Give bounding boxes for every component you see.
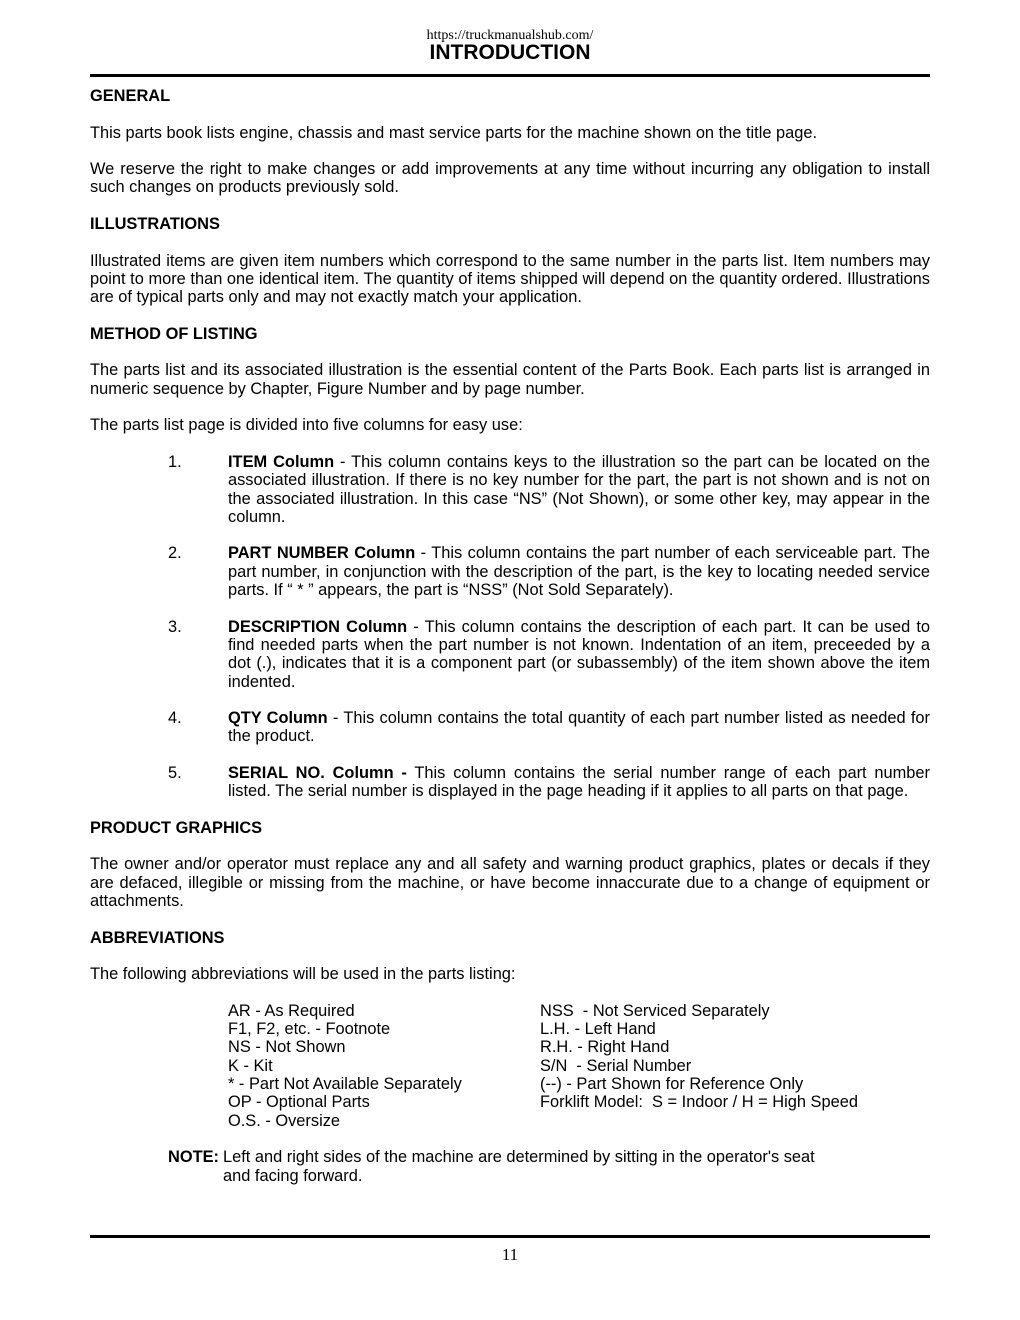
illustrations-heading: ILLUSTRATIONS (90, 215, 220, 234)
list-item-qty-column (90, 709, 930, 746)
list-body (228, 618, 930, 691)
general-paragraph-2: We reserve the right to make changes or add improvements at any time without incurring any obligation to install such changes on products previously sold. (90, 160, 930, 197)
list-text: - This column contains the part number of each serviceable part. The part number, in conjunction with the description of the part, is the key to locating needed service parts. If “ * ” appears, the part is “NSS” (Not Sold Separately). (228, 544, 930, 600)
list-label: ITEM Column (228, 452, 335, 471)
footer-rule (90, 1235, 930, 1238)
general-heading: GENERAL (90, 87, 171, 105)
list-text: - This column contains the description of each part. It can be used to find needed parts when the part number is not known. Indentation of an item, preceeded by a dot (.), indicates that it is a component part (or subassembly) of the item shown above the item indented. (228, 617, 930, 691)
source-url: https://truckmanualshub.com/ (426, 28, 594, 43)
list-number: 2. (168, 544, 182, 563)
abbreviation-entry: (--) - Part Shown for Reference Only (540, 1075, 804, 1094)
abbreviation-entry: * - Part Not Available Separately (228, 1075, 462, 1094)
abbreviations-intro: The following abbreviations will be used in the parts listing: (90, 965, 516, 984)
list-item-description-column (90, 618, 930, 691)
abbreviation-entry: K - Kit (228, 1056, 273, 1075)
list-body (228, 544, 930, 599)
abbreviation-entry: OP - Optional Parts (228, 1093, 370, 1112)
illustrations-paragraph: Illustrated items are given item numbers which correspond to the same number in the parts list. Item numbers may point to more than one identical item. The quantity of items shipped will depend on the quantity ordered. Illustrations are of typical parts only and may not exactly match your application. (90, 251, 930, 307)
list-item-serial-no-column (90, 764, 930, 801)
list-label: DESCRIPTION Column (228, 617, 408, 636)
list-number: 4. (168, 709, 182, 728)
abbreviation-entry: F1, F2, etc. - Footnote (228, 1020, 391, 1039)
abbreviation-entry: R.H. - Right Hand (540, 1038, 670, 1057)
product-graphics-paragraph: The owner and/or operator must replace any and all safety and warning product graphics, plates or decals if they are defaced, illegible or missing from the machine, or have become innaccurate due to a change of equipment or attachments. (90, 855, 930, 911)
method-heading: METHOD OF LISTING (90, 324, 258, 343)
list-label: PART NUMBER Column (228, 544, 416, 563)
list-body (228, 453, 930, 526)
note (90, 1148, 930, 1185)
header-rule (90, 74, 930, 77)
abbreviation-entry: NSS - Not Serviced Separately (540, 1001, 770, 1020)
method-paragraph-1: The parts list and its associated illustration is the essential content of the Parts Book. Each parts list is arranged in numeric sequence by Chapter, Figure Number and by page number. (90, 361, 930, 398)
list-text: - This column contains the total quantity of each part number listed as needed for the product. (228, 709, 931, 746)
abbreviations-table (90, 1002, 930, 1130)
list-label: QTY Column (228, 709, 328, 728)
abbreviation-entry: NS - Not Shown (228, 1038, 346, 1057)
abbreviation-entry: Forklift Model: S = Indoor / H = High Speed (540, 1093, 858, 1112)
abbreviation-entry: S/N - Serial Number (540, 1056, 692, 1075)
abbreviations-column-right (540, 1002, 930, 1130)
abbreviation-entry: L.H. - Left Hand (540, 1020, 656, 1039)
list-text: This column contains the serial number range of each part number listed. The serial number is displayed in the page heading if it applies to all parts on that page. (228, 763, 930, 801)
page-number: 11 (501, 1245, 519, 1264)
general-paragraph-1: This parts book lists engine, chassis and mast service parts for the machine shown on the title page. (90, 123, 818, 142)
abbreviations-column-left (228, 1002, 540, 1130)
note-line-2: and facing forward. (223, 1166, 363, 1185)
note-line-1: Left and right sides of the machine are determined by sitting in the operator's seat (223, 1148, 815, 1167)
list-number: 1. (168, 452, 182, 471)
note-label: NOTE: (168, 1148, 219, 1167)
list-number: 3. (168, 617, 182, 636)
product-graphics-heading: PRODUCT GRAPHICS (90, 818, 263, 837)
list-item-item-column (90, 453, 930, 526)
note-text (223, 1148, 815, 1185)
list-item-part-number-column (90, 544, 930, 599)
abbreviation-entry: AR - As Required (228, 1001, 355, 1020)
list-text: - This column contains keys to the illustration so the part can be located on the associated illustration. If there is no key number for the part, the part is not shown and is not on the associated illustration. In this case “NS” (Not Shown), or some other key, may appear in the column. (228, 452, 930, 526)
list-body (228, 709, 930, 746)
abbreviations-heading: ABBREVIATIONS (90, 928, 225, 947)
list-number: 5. (168, 763, 182, 782)
page-content (90, 87, 930, 1185)
list-body (228, 764, 930, 801)
page-title: INTRODUCTION (429, 41, 591, 64)
method-paragraph-2: The parts list page is divided into five columns for easy use: (90, 416, 523, 435)
abbreviation-entry: O.S. - Oversize (228, 1111, 341, 1130)
list-label: SERIAL NO. Column - (228, 763, 407, 782)
